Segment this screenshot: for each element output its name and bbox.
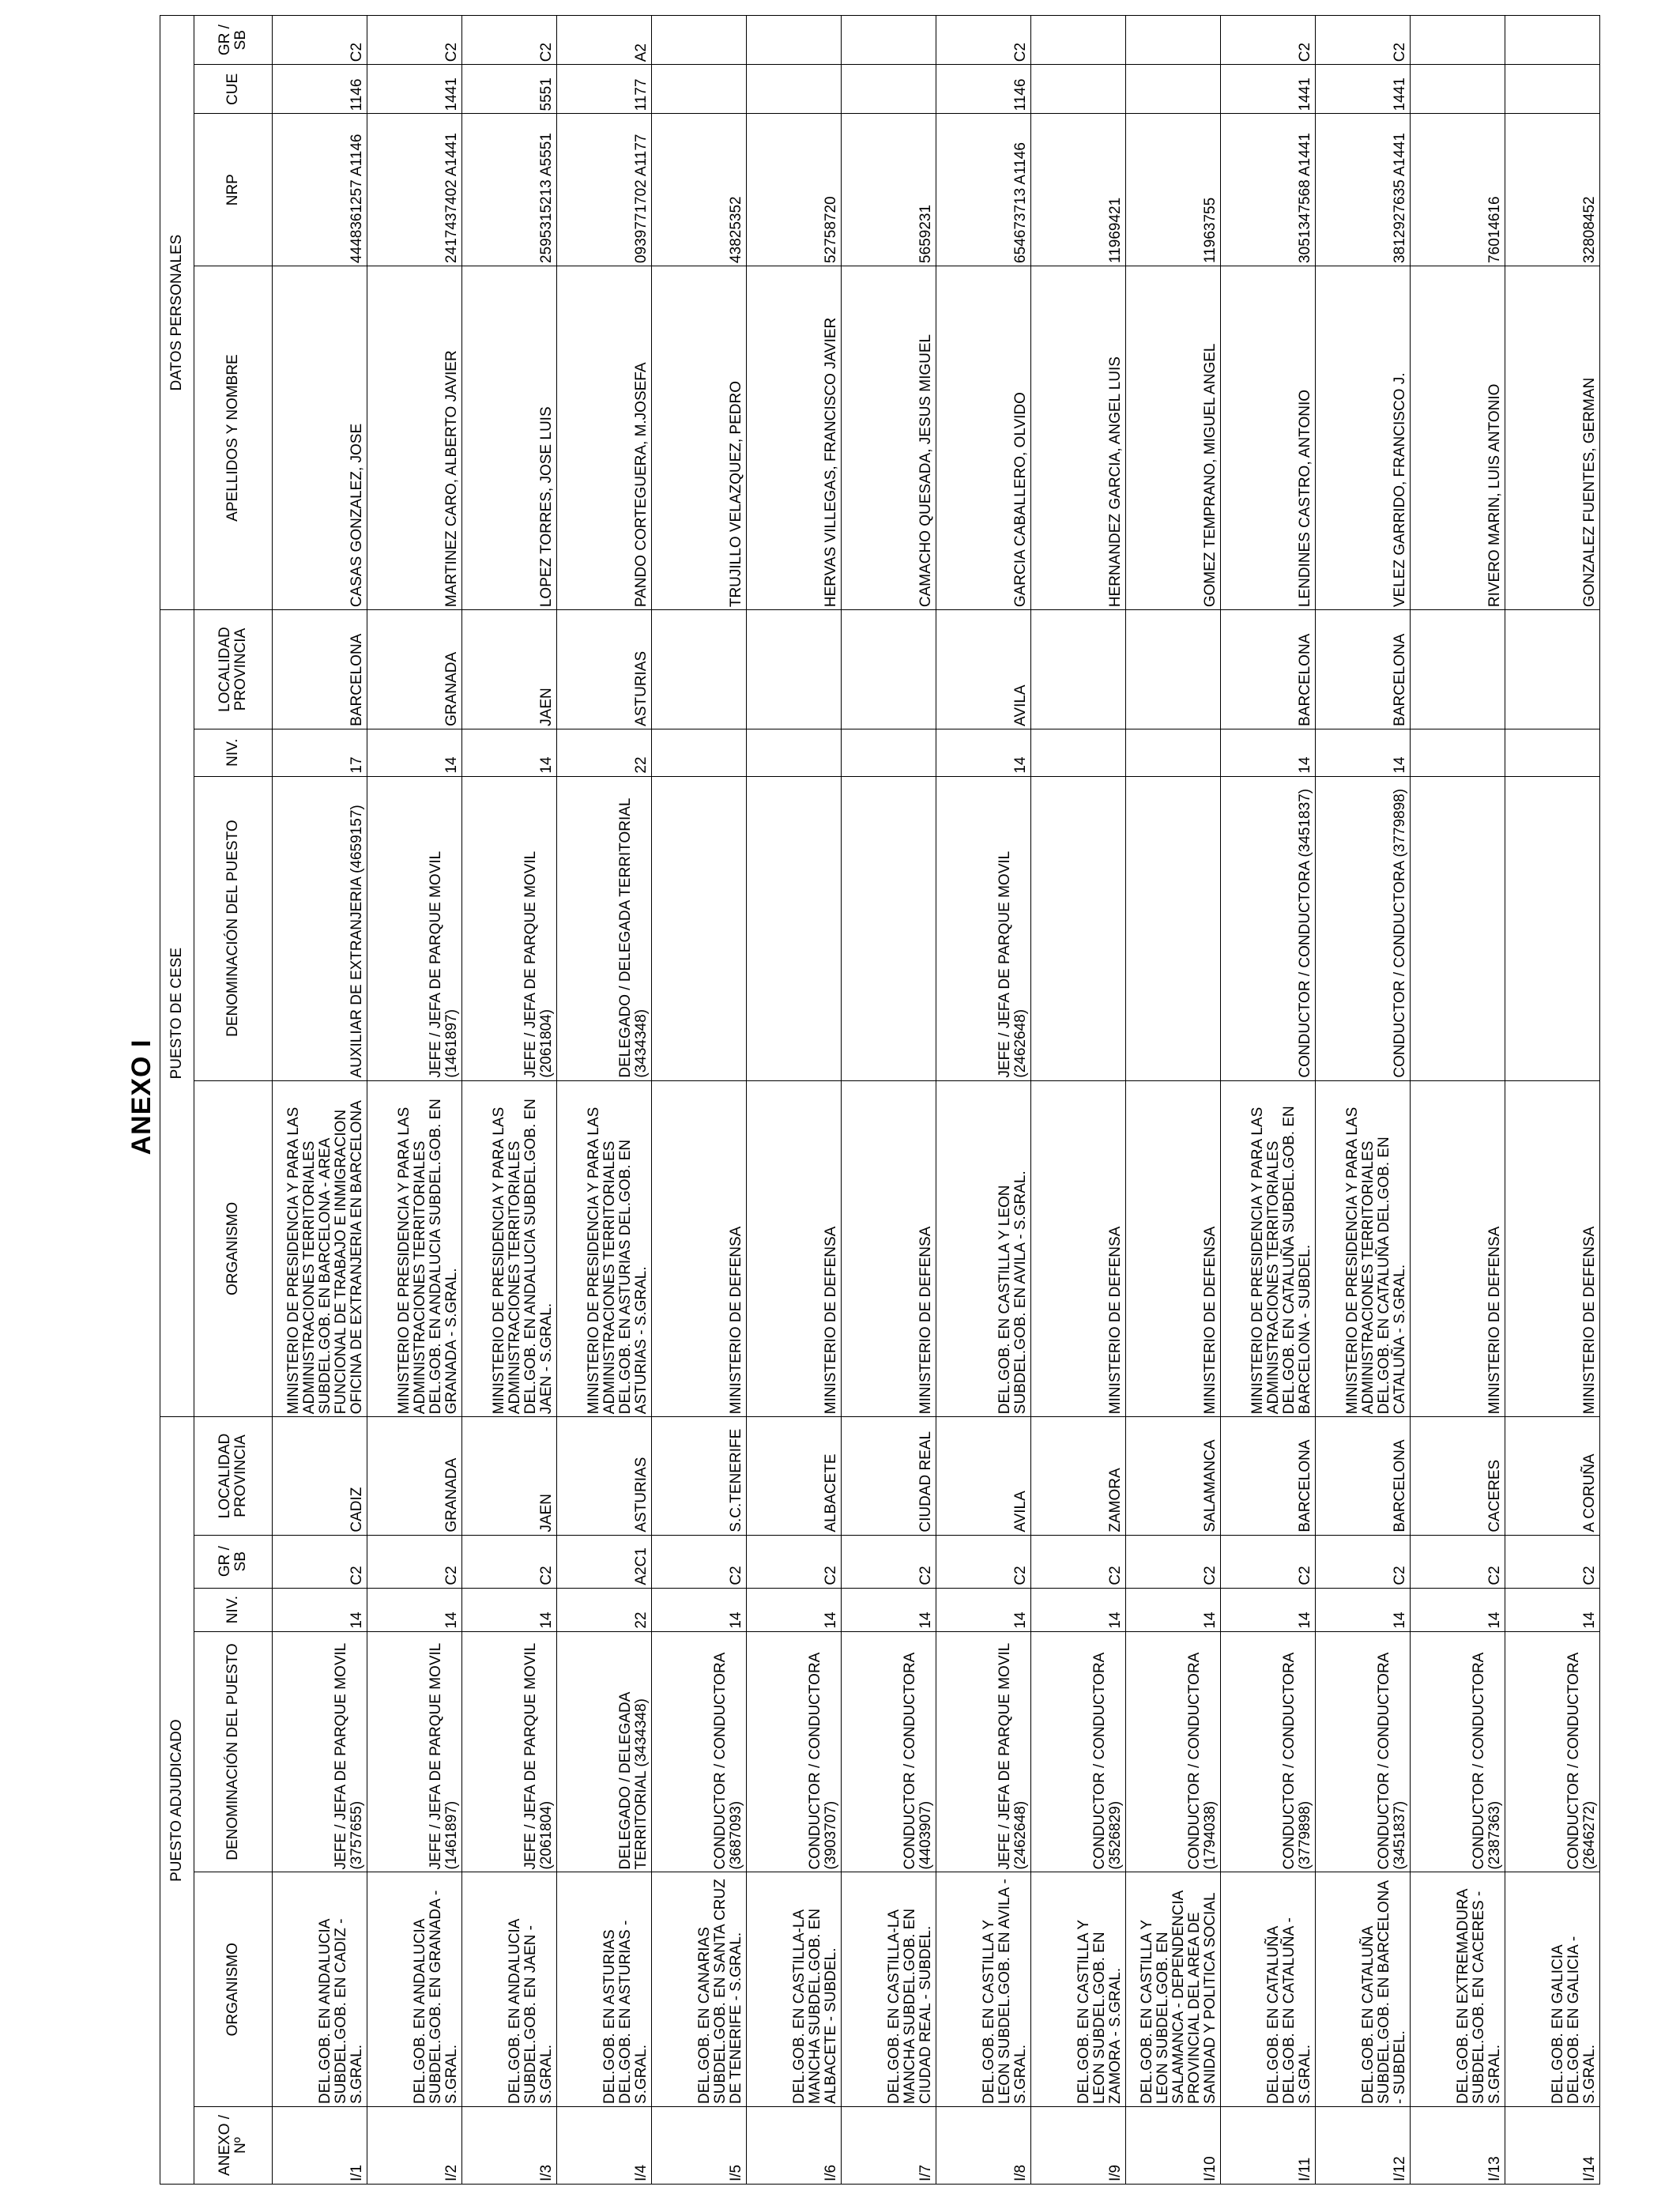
annex-table xyxy=(160,15,1600,2185)
cese-denominacion-cell: CONDUCTOR / CONDUCTORA (3451837) xyxy=(1221,776,1316,1080)
personal-gr-sb-cell: C2 xyxy=(367,16,462,65)
organismo-cell: DEL.GOB. EN ANDALUCIA SUBDEL.GOB. EN GRANADA - S.GRAL. xyxy=(367,1872,462,2107)
nrp-cell: 11969421 xyxy=(1031,114,1126,266)
cese-niv-cell: 14 xyxy=(1221,729,1316,776)
denominacion-cell: JEFE / JEFA DE PARQUE MOVIL (2462648) xyxy=(936,1631,1031,1872)
table-row xyxy=(1316,16,1411,2185)
personal-gr-sb-cell xyxy=(652,16,747,65)
personal-gr-sb-cell xyxy=(1031,16,1126,65)
denominacion-cell: CONDUCTOR / CONDUCTORA (3526829) xyxy=(1031,1631,1126,1872)
gr-sb-cell: C2 xyxy=(1316,1535,1411,1588)
cue-cell: 1441 xyxy=(1221,65,1316,114)
group-puesto-adjudicado: PUESTO ADJUDICADO xyxy=(160,1417,194,2185)
cese-niv-cell xyxy=(1411,729,1505,776)
column-header-row xyxy=(194,16,273,2185)
niv-cell: 14 xyxy=(1126,1588,1221,1631)
cese-niv-cell: 14 xyxy=(1316,729,1411,776)
table-row xyxy=(1126,16,1221,2185)
gr-sb-cell: C2 xyxy=(842,1535,936,1588)
cese-denominacion-cell xyxy=(747,776,842,1080)
cese-organismo-cell: MINISTERIO DE DEFENSA xyxy=(1126,1080,1221,1417)
table-row xyxy=(652,16,747,2185)
table-row xyxy=(1411,16,1505,2185)
row-number: I/10 xyxy=(1126,2106,1221,2184)
col-nrp: NRP xyxy=(194,114,273,266)
col-cue: CUE xyxy=(194,65,273,114)
gr-sb-cell: C2 xyxy=(1221,1535,1316,1588)
table-row xyxy=(936,16,1031,2185)
col-organismo: ORGANISMO xyxy=(194,1872,273,2107)
localidad-cell: CACERES xyxy=(1411,1417,1505,1535)
cese-niv-cell xyxy=(1031,729,1126,776)
gr-sb-cell: C2 xyxy=(1411,1535,1505,1588)
personal-gr-sb-cell: C2 xyxy=(273,16,367,65)
apellidos-nombre-cell: HERNANDEZ GARCIA, ANGEL LUIS xyxy=(1031,266,1126,609)
row-number: I/9 xyxy=(1031,2106,1126,2184)
cese-niv-cell xyxy=(842,729,936,776)
cue-cell: 1441 xyxy=(367,65,462,114)
localidad-cell: JAEN xyxy=(462,1417,557,1535)
cese-denominacion-cell xyxy=(1031,776,1126,1080)
nrp-cell: 3812927635 A1441 xyxy=(1316,114,1411,266)
row-number: I/12 xyxy=(1316,2106,1411,2184)
apellidos-nombre-cell: GOMEZ TEMPRANO, MIGUEL ANGEL xyxy=(1126,266,1221,609)
col-denominacion: DENOMINACIÓN DEL PUESTO xyxy=(194,1631,273,1872)
cue-cell xyxy=(1505,65,1600,114)
nrp-cell: 3051347568 A1441 xyxy=(1221,114,1316,266)
col-cese-organismo: ORGANISMO xyxy=(194,1080,273,1417)
organismo-cell: DEL.GOB. EN CATALUÑA SUBDEL.GOB. EN BARCELONA - SUBDEL. xyxy=(1316,1872,1411,2107)
cese-denominacion-cell: JEFE / JEFA DE PARQUE MOVIL (2061804) xyxy=(462,776,557,1080)
row-number: I/6 xyxy=(747,2106,842,2184)
gr-sb-cell: C2 xyxy=(367,1535,462,1588)
cese-niv-cell: 14 xyxy=(936,729,1031,776)
row-number: I/8 xyxy=(936,2106,1031,2184)
gr-sb-cell: C2 xyxy=(462,1535,557,1588)
cese-localidad-cell: AVILA xyxy=(936,610,1031,729)
page-title: ANEXO I xyxy=(126,1039,156,1155)
col-cese-niv: NIV. xyxy=(194,729,273,776)
cese-localidad-cell: BARCELONA xyxy=(1221,610,1316,729)
niv-cell: 14 xyxy=(1031,1588,1126,1631)
organismo-cell: DEL.GOB. EN CASTILLA Y LEON SUBDEL.GOB. EN AVILA - S.GRAL. xyxy=(936,1872,1031,2107)
gr-sb-cell: C2 xyxy=(652,1535,747,1588)
organismo-cell: DEL.GOB. EN ASTURIAS DEL.GOB. EN ASTURIAS - S.GRAL. xyxy=(557,1872,652,2107)
cese-organismo-cell: MINISTERIO DE DEFENSA xyxy=(1411,1080,1505,1417)
cese-denominacion-cell xyxy=(652,776,747,1080)
nrp-cell: 2595315213 A5551 xyxy=(462,114,557,266)
niv-cell: 14 xyxy=(1505,1588,1600,1631)
cese-localidad-cell: ASTURIAS xyxy=(557,610,652,729)
apellidos-nombre-cell: LENDINES CASTRO, ANTONIO xyxy=(1221,266,1316,609)
col-gr-sb: GR / SB xyxy=(194,1535,273,1588)
nrp-cell: 2417437402 A1441 xyxy=(367,114,462,266)
cese-localidad-cell: GRANADA xyxy=(367,610,462,729)
denominacion-cell: JEFE / JEFA DE PARQUE MOVIL (1461897) xyxy=(367,1631,462,1872)
gr-sb-cell: C2 xyxy=(273,1535,367,1588)
table-row xyxy=(273,16,367,2185)
cese-organismo-cell: MINISTERIO DE PRESIDENCIA Y PARA LAS ADMINISTRACIONES TERRITORIALES DEL.GOB. EN CATALUÑA DEL.GOB. EN CATALUÑA - S.GRAL. xyxy=(1316,1080,1411,1417)
personal-gr-sb-cell xyxy=(842,16,936,65)
niv-cell: 14 xyxy=(747,1588,842,1631)
cue-cell: 1146 xyxy=(273,65,367,114)
cese-localidad-cell xyxy=(652,610,747,729)
cese-niv-cell xyxy=(747,729,842,776)
nrp-cell: 76014616 xyxy=(1411,114,1505,266)
denominacion-cell: CONDUCTOR / CONDUCTORA (2387363) xyxy=(1411,1631,1505,1872)
nrp-cell: 4448361257 A1146 xyxy=(273,114,367,266)
organismo-cell: DEL.GOB. EN CASTILLA Y LEON SUBDEL.GOB. EN SALAMANCA - DEPENDENCIA PROVINCIAL DEL AREA DE SANIDAD Y POLITICA SOCIAL xyxy=(1126,1872,1221,2107)
localidad-cell: ALBACETE xyxy=(747,1417,842,1535)
row-number: I/4 xyxy=(557,2106,652,2184)
denominacion-cell: JEFE / JEFA DE PARQUE MOVIL (3757655) xyxy=(273,1631,367,1872)
apellidos-nombre-cell: MARTINEZ CARO, ALBERTO JAVIER xyxy=(367,266,462,609)
denominacion-cell: JEFE / JEFA DE PARQUE MOVIL (2061804) xyxy=(462,1631,557,1872)
apellidos-nombre-cell: GONZALEZ FUENTES, GERMAN xyxy=(1505,266,1600,609)
cese-niv-cell xyxy=(1505,729,1600,776)
nrp-cell: 0939771702 A1177 xyxy=(557,114,652,266)
localidad-cell: SALAMANCA xyxy=(1126,1417,1221,1535)
localidad-cell: S.C.TENERIFE xyxy=(652,1417,747,1535)
nrp-cell: 654673713 A1146 xyxy=(936,114,1031,266)
row-number: I/1 xyxy=(273,2106,367,2184)
niv-cell: 14 xyxy=(936,1588,1031,1631)
cese-organismo-cell: MINISTERIO DE PRESIDENCIA Y PARA LAS ADMINISTRACIONES TERRITORIALES DEL.GOB. EN ASTURIAS DEL.GOB. EN ASTURIAS - S.GRAL. xyxy=(557,1080,652,1417)
cese-organismo-cell: MINISTERIO DE DEFENSA xyxy=(747,1080,842,1417)
personal-gr-sb-cell xyxy=(1505,16,1600,65)
cue-cell xyxy=(1031,65,1126,114)
organismo-cell: DEL.GOB. EN GALICIA DEL.GOB. EN GALICIA - S.GRAL. xyxy=(1505,1872,1600,2107)
row-number: I/2 xyxy=(367,2106,462,2184)
table-row xyxy=(842,16,936,2185)
nrp-cell: 43825352 xyxy=(652,114,747,266)
localidad-cell: GRANADA xyxy=(367,1417,462,1535)
row-number: I/14 xyxy=(1505,2106,1600,2184)
col-anexo: ANEXO / Nº xyxy=(194,2106,273,2184)
cese-localidad-cell: BARCELONA xyxy=(273,610,367,729)
cese-organismo-cell: MINISTERIO DE DEFENSA xyxy=(1031,1080,1126,1417)
niv-cell: 14 xyxy=(1221,1588,1316,1631)
localidad-cell: CIUDAD REAL xyxy=(842,1417,936,1535)
cue-cell xyxy=(652,65,747,114)
personal-gr-sb-cell: C2 xyxy=(462,16,557,65)
niv-cell: 14 xyxy=(367,1588,462,1631)
personal-gr-sb-cell: C2 xyxy=(1221,16,1316,65)
organismo-cell: DEL.GOB. EN CANARIAS SUBDEL.GOB. EN SANTA CRUZ DE TENERIFE - S.GRAL. xyxy=(652,1872,747,2107)
col-niv: NIV. xyxy=(194,1588,273,1631)
organismo-cell: DEL.GOB. EN ANDALUCIA SUBDEL.GOB. EN CADIZ - S.GRAL. xyxy=(273,1872,367,2107)
cese-niv-cell xyxy=(1126,729,1221,776)
personal-gr-sb-cell: C2 xyxy=(1316,16,1411,65)
localidad-cell: BARCELONA xyxy=(1316,1417,1411,1535)
organismo-cell: DEL.GOB. EN CASTILLA-LA MANCHA SUBDEL.GOB. EN CIUDAD REAL - SUBDEL. xyxy=(842,1872,936,2107)
table-row xyxy=(747,16,842,2185)
apellidos-nombre-cell: TRUJILLO VELAZQUEZ, PEDRO xyxy=(652,266,747,609)
gr-sb-cell: C2 xyxy=(936,1535,1031,1588)
cese-organismo-cell: MINISTERIO DE PRESIDENCIA Y PARA LAS ADMINISTRACIONES TERRITORIALES DEL.GOB. EN ANDALUCIA SUBDEL.GOB. EN JAEN - S.GRAL. xyxy=(462,1080,557,1417)
niv-cell: 14 xyxy=(273,1588,367,1631)
cese-niv-cell: 22 xyxy=(557,729,652,776)
cese-organismo-cell: MINISTERIO DE DEFENSA xyxy=(652,1080,747,1417)
apellidos-nombre-cell: VELEZ GARRIDO, FRANCISCO J. xyxy=(1316,266,1411,609)
cese-organismo-cell: DEL.GOB. EN CASTILLA Y LEON SUBDEL.GOB. EN AVILA - S.GRAL. xyxy=(936,1080,1031,1417)
col-personal-gr-sb: GR / SB xyxy=(194,16,273,65)
denominacion-cell: CONDUCTOR / CONDUCTORA (3779898) xyxy=(1221,1631,1316,1872)
table-row xyxy=(1221,16,1316,2185)
cese-localidad-cell xyxy=(1126,610,1221,729)
personal-gr-sb-cell xyxy=(1126,16,1221,65)
personal-gr-sb-cell: A2 xyxy=(557,16,652,65)
organismo-cell: DEL.GOB. EN CATALUÑA DEL.GOB. EN CATALUÑA - S.GRAL. xyxy=(1221,1872,1316,2107)
denominacion-cell: DELEGADO / DELEGADA TERRITORIAL (3434348) xyxy=(557,1631,652,1872)
cese-niv-cell: 17 xyxy=(273,729,367,776)
cese-denominacion-cell xyxy=(1505,776,1600,1080)
cese-denominacion-cell: JEFE / JEFA DE PARQUE MOVIL (1461897) xyxy=(367,776,462,1080)
organismo-cell: DEL.GOB. EN CASTILLA-LA MANCHA SUBDEL.GOB. EN ALBACETE - SUBDEL. xyxy=(747,1872,842,2107)
nrp-cell: 32808452 xyxy=(1505,114,1600,266)
col-localidad: LOCALIDAD PROVINCIA xyxy=(194,1417,273,1535)
organismo-cell: DEL.GOB. EN ANDALUCIA SUBDEL.GOB. EN JAEN - S.GRAL. xyxy=(462,1872,557,2107)
row-number: I/7 xyxy=(842,2106,936,2184)
localidad-cell: AVILA xyxy=(936,1417,1031,1535)
annex-table-body xyxy=(273,16,1600,2185)
niv-cell: 14 xyxy=(1316,1588,1411,1631)
gr-sb-cell: C2 xyxy=(747,1535,842,1588)
cese-denominacion-cell xyxy=(842,776,936,1080)
cese-localidad-cell: BARCELONA xyxy=(1316,610,1411,729)
niv-cell: 22 xyxy=(557,1588,652,1631)
organismo-cell: DEL.GOB. EN EXTREMADURA SUBDEL.GOB. EN CACERES - S.GRAL. xyxy=(1411,1872,1505,2107)
personal-gr-sb-cell xyxy=(747,16,842,65)
cese-localidad-cell xyxy=(747,610,842,729)
row-number: I/5 xyxy=(652,2106,747,2184)
cese-organismo-cell: MINISTERIO DE DEFENSA xyxy=(842,1080,936,1417)
niv-cell: 14 xyxy=(842,1588,936,1631)
cese-localidad-cell xyxy=(1411,610,1505,729)
denominacion-cell: CONDUCTOR / CONDUCTORA (2646272) xyxy=(1505,1631,1600,1872)
localidad-cell: ZAMORA xyxy=(1031,1417,1126,1535)
localidad-cell: CADIZ xyxy=(273,1417,367,1535)
group-datos-personales: DATOS PERSONALES xyxy=(160,16,194,610)
row-number: I/3 xyxy=(462,2106,557,2184)
cese-organismo-cell: MINISTERIO DE DEFENSA xyxy=(1505,1080,1600,1417)
table-row xyxy=(1505,16,1600,2185)
apellidos-nombre-cell: CASAS GONZALEZ, JOSE xyxy=(273,266,367,609)
apellidos-nombre-cell: RIVERO MARIN, LUIS ANTONIO xyxy=(1411,266,1505,609)
localidad-cell: ASTURIAS xyxy=(557,1417,652,1535)
cese-localidad-cell: JAEN xyxy=(462,610,557,729)
cese-localidad-cell xyxy=(842,610,936,729)
cese-denominacion-cell xyxy=(1126,776,1221,1080)
niv-cell: 14 xyxy=(462,1588,557,1631)
table-row xyxy=(1031,16,1126,2185)
cese-organismo-cell: MINISTERIO DE PRESIDENCIA Y PARA LAS ADMINISTRACIONES TERRITORIALES SUBDEL.GOB. EN BARCELONA - AREA FUNCIONAL DE TRABAJO E INMIGRACION OFICINA DE EXTRANJERIA EN BARCELONA xyxy=(273,1080,367,1417)
cese-denominacion-cell: JEFE / JEFA DE PARQUE MOVIL (2462648) xyxy=(936,776,1031,1080)
cese-niv-cell: 14 xyxy=(462,729,557,776)
apellidos-nombre-cell: GARCIA CABALLERO, OLVIDO xyxy=(936,266,1031,609)
niv-cell: 14 xyxy=(1411,1588,1505,1631)
apellidos-nombre-cell: PANDO CORTEGUERA, M.JOSEFA xyxy=(557,266,652,609)
apellidos-nombre-cell: HERVAS VILLEGAS, FRANCISCO JAVIER xyxy=(747,266,842,609)
cese-localidad-cell xyxy=(1505,610,1600,729)
denominacion-cell: CONDUCTOR / CONDUCTORA (3451837) xyxy=(1316,1631,1411,1872)
apellidos-nombre-cell: CAMACHO QUESADA, JESUS MIGUEL xyxy=(842,266,936,609)
localidad-cell: BARCELONA xyxy=(1221,1417,1316,1535)
gr-sb-cell: A2C1 xyxy=(557,1535,652,1588)
col-apellidos: APELLIDOS Y NOMBRE xyxy=(194,266,273,609)
cese-organismo-cell: MINISTERIO DE PRESIDENCIA Y PARA LAS ADMINISTRACIONES TERRITORIALES DEL.GOB. EN CATALUÑA SUBDEL.GOB. EN BARCELONA - SUBDEL. xyxy=(1221,1080,1316,1417)
denominacion-cell: CONDUCTOR / CONDUCTORA (3687093) xyxy=(652,1631,747,1872)
organismo-cell: DEL.GOB. EN CASTILLA Y LEON SUBDEL.GOB. EN ZAMORA - S.GRAL. xyxy=(1031,1872,1126,2107)
cese-denominacion-cell: CONDUCTOR / CONDUCTORA (3779898) xyxy=(1316,776,1411,1080)
cue-cell xyxy=(1126,65,1221,114)
nrp-cell: 11963755 xyxy=(1126,114,1221,266)
nrp-cell: 52758720 xyxy=(747,114,842,266)
cese-denominacion-cell: DELEGADO / DELEGADA TERRITORIAL (3434348) xyxy=(557,776,652,1080)
cese-niv-cell xyxy=(652,729,747,776)
denominacion-cell: CONDUCTOR / CONDUCTORA (3903707) xyxy=(747,1631,842,1872)
personal-gr-sb-cell: C2 xyxy=(936,16,1031,65)
personal-gr-sb-cell xyxy=(1411,16,1505,65)
cese-denominacion-cell: AUXILIAR DE EXTRANJERIA (4659157) xyxy=(273,776,367,1080)
cue-cell: 1177 xyxy=(557,65,652,114)
apellidos-nombre-cell: LOPEZ TORRES, JOSE LUIS xyxy=(462,266,557,609)
denominacion-cell: CONDUCTOR / CONDUCTORA (4403907) xyxy=(842,1631,936,1872)
row-number: I/11 xyxy=(1221,2106,1316,2184)
cese-denominacion-cell xyxy=(1411,776,1505,1080)
group-puesto-cese: PUESTO DE CESE xyxy=(160,610,194,1417)
nrp-cell: 5659231 xyxy=(842,114,936,266)
cue-cell: 5551 xyxy=(462,65,557,114)
cese-localidad-cell xyxy=(1031,610,1126,729)
table-row xyxy=(367,16,462,2185)
col-cese-localidad: LOCALIDAD PROVINCIA xyxy=(194,610,273,729)
group-header-row xyxy=(160,16,194,2185)
gr-sb-cell: C2 xyxy=(1031,1535,1126,1588)
gr-sb-cell: C2 xyxy=(1126,1535,1221,1588)
cue-cell: 1146 xyxy=(936,65,1031,114)
localidad-cell: A CORUÑA xyxy=(1505,1417,1600,1535)
cese-niv-cell: 14 xyxy=(367,729,462,776)
cese-organismo-cell: MINISTERIO DE PRESIDENCIA Y PARA LAS ADMINISTRACIONES TERRITORIALES DEL.GOB. EN ANDALUCIA SUBDEL.GOB. EN GRANADA - S.GRAL. xyxy=(367,1080,462,1417)
cue-cell xyxy=(747,65,842,114)
cue-cell xyxy=(842,65,936,114)
gr-sb-cell: C2 xyxy=(1505,1535,1600,1588)
col-cese-denominacion: DENOMINACIÓN DEL PUESTO xyxy=(194,776,273,1080)
table-row xyxy=(557,16,652,2185)
denominacion-cell: CONDUCTOR / CONDUCTORA (1794038) xyxy=(1126,1631,1221,1872)
niv-cell: 14 xyxy=(652,1588,747,1631)
table-row xyxy=(462,16,557,2185)
cue-cell xyxy=(1411,65,1505,114)
cue-cell: 1441 xyxy=(1316,65,1411,114)
row-number: I/13 xyxy=(1411,2106,1505,2184)
